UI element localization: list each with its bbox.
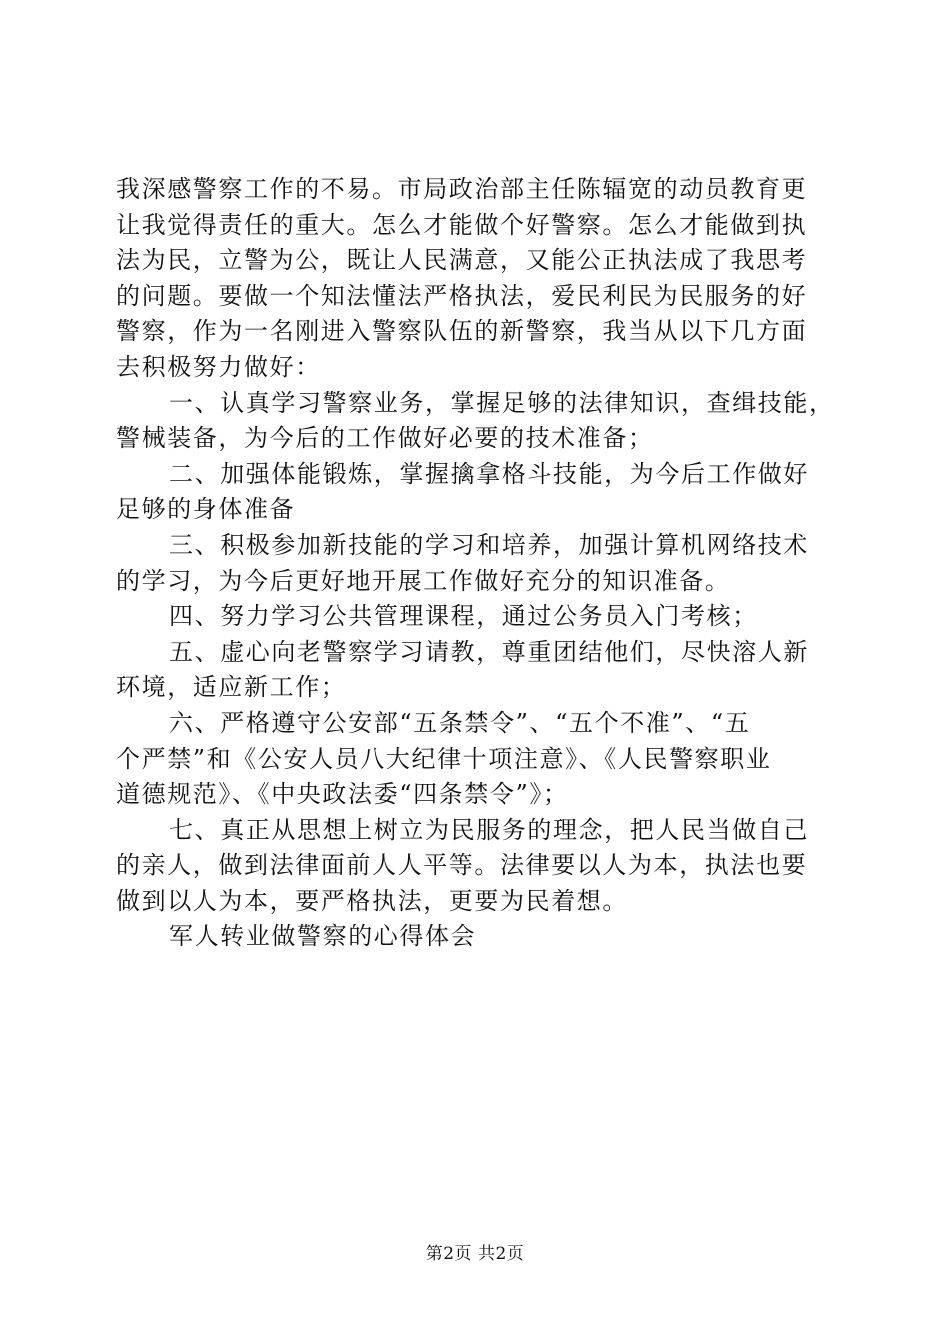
text-line-17: 个严禁”和《公安人员八大纪律十项注意》、《人民警察职业: [116, 744, 772, 773]
text-line-9: 二、加强体能锻炼，掌握擒拿格斗技能，为今后工作做好: [169, 459, 809, 488]
text-line-4: 的问题。要做一个知法懂法严格执法，爱民利民为民服务的好: [116, 281, 808, 310]
text-line-12: 的学习，为今后更好地开展工作做好充分的知识准备。: [116, 566, 731, 595]
text-line-5: 警察，作为一名刚进入警察队伍的新警察，我当从以下几方面: [116, 317, 808, 346]
text-line-13: 四、努力学习公共管理课程，通过公务员入门考核；: [169, 602, 758, 631]
text-line-1: 我深感警察工作的不易。市局政治部主任陈辐宽的动员教育更: [116, 175, 808, 203]
text-line-7: 一、认真学习警察业务，掌握足够的法律知识，查缉技能，: [169, 388, 835, 417]
text-line-14: 五、虚心向老警察学习请教，尊重团结他们，尽快溶人新: [169, 637, 809, 666]
text-line-16: 六、严格遵守公安部“五条禁令”、“五个不准”、“五: [169, 708, 751, 737]
text-line-20: 的亲人，做到法律面前人人平等。法律要以人为本，执法也要: [116, 851, 808, 880]
text-line-2: 让我觉得责任的重大。怎么才能做个好警察。怎么才能做到执: [116, 210, 808, 239]
page-number-footer: 第2页 共2页: [425, 1244, 525, 1264]
text-line-15: 环境，适应新工作；: [116, 673, 347, 702]
text-line-22: 军人转业做警察的心得体会: [169, 922, 477, 951]
text-line-11: 三、积极参加新技能的学习和培养，加强计算机网络技术: [169, 530, 809, 559]
text-line-21: 做到以人为本，要严格执法，更要为民着想。: [116, 886, 628, 915]
text-line-18: 道德规范》、《中央政法委“四条禁令”》；: [116, 780, 569, 809]
document-body: [116, 172, 838, 955]
text-line-10: 足够的身体准备: [116, 495, 296, 524]
text-line-19: 七、真正从思想上树立为民服务的理念，把人民当做自己: [169, 815, 809, 844]
text-line-3: 法为民，立警为公，既让人民满意，又能公正执法成了我思考: [116, 246, 808, 275]
text-line-6: 去积极努力做好：: [116, 352, 321, 381]
text-line-8: 警械装备，为今后的工作做好必要的技术准备；: [116, 424, 654, 453]
